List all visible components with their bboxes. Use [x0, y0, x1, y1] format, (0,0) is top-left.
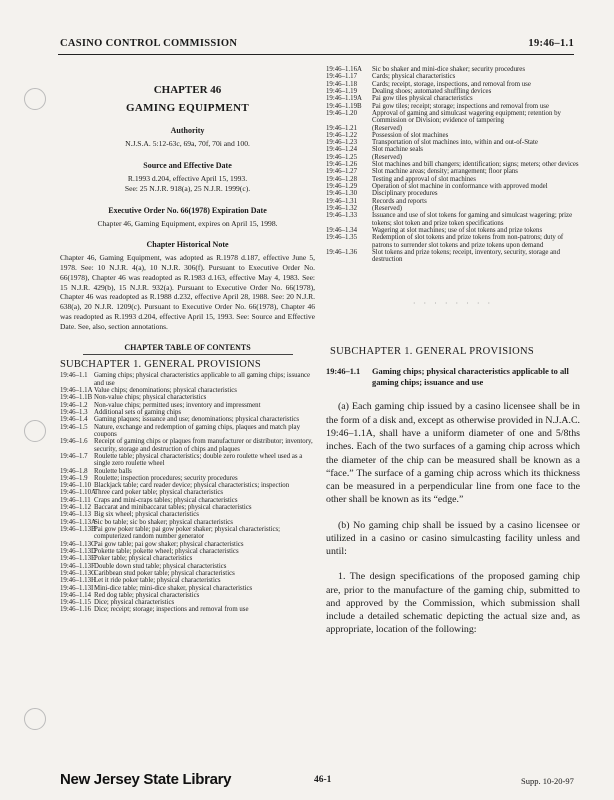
toc-entry: [326, 139, 580, 146]
toc-entry-title: Cards; physical characteristics: [372, 73, 456, 81]
history-heading: Chapter Historical Note: [146, 240, 229, 250]
source-heading: Source and Effective Date: [143, 160, 232, 170]
chapter-number: CHAPTER 46: [153, 84, 222, 96]
toc-entry: [326, 125, 580, 132]
toc-entry: [326, 212, 580, 227]
exec-order-text: Chapter 46, Gaming Equipment, expires on April 15, 1998.: [97, 218, 278, 228]
toc-entry-title: Cards; receipt, storage, inspections, and removal from use: [372, 80, 531, 88]
toc-entry-title: Sic bo table; sic bo shaker; physical characteristics: [94, 518, 233, 526]
toc-entry-title: Dealing shoes; automated shuffling devices: [372, 87, 492, 95]
toc-entry-number: 19:46–1.14: [60, 591, 91, 599]
toc-entry: [60, 402, 315, 409]
header-rule: [58, 54, 574, 55]
toc-entry-title: Possession of slot machines: [372, 131, 449, 139]
toc-entry-number: 19:46–1.16A: [326, 66, 362, 73]
toc-entry-number: 19:46–1.10: [60, 482, 91, 490]
history-text: Chapter 46, Gaming Equipment, was adopted as R.1978 d.187, effective June 5, 1978. See: 10 N.J.R. 4(a), 10 N.J.R. 306(f). Pursuant to Executive Order No. 66(1978), Chapter 46 was readopted as R.1983 d.163, effective May 4, 1983. See: 15 N.J.R. 429(b), 15 N.J.R. 932(a). Pursuant to Executive Order No. 66(1978), Chapter 46 was readopted as R.1988 d.232, effective April 28, 1988. See: 20 N.J.R. 638(a), 20 N.J.R. 1209(c). Pursuant to Executive Order No. 66(1978), Chapter 46 was readopted as R.1993 d.204, effective April 15, 1993. See: Source and Effective Date. See, also, section annotations.: [60, 253, 315, 331]
section-title: Gaming chips; physical characteristics applicable to all gaming chips; issuance and use: [372, 367, 569, 387]
subchapter-heading: SUBCHAPTER 1. GENERAL PROVISIONS: [330, 346, 535, 358]
punch-hole: [24, 88, 46, 110]
paragraph-b: (b) No gaming chip shall be issued by a casino licensee or utilized in a casino or casino simulcasting facility unless and until:: [326, 519, 580, 558]
toc-entry-title: Roulette; inspection procedures; security procedures: [94, 474, 238, 482]
toc-entry-number: 19:46–1.2: [60, 401, 88, 409]
toc-entry: [326, 73, 580, 80]
toc-entry: [60, 504, 315, 511]
toc-entry-number: 19:46–1.13B: [60, 526, 96, 533]
source-text: [60, 174, 315, 194]
toc-entry-title: Non-value chips; physical characteristics: [94, 394, 207, 402]
toc-entry: [60, 387, 315, 394]
toc-entry: [60, 577, 315, 584]
toc-entry: [326, 146, 580, 153]
toc-entry: [60, 555, 315, 562]
toc-entry: [60, 394, 315, 401]
toc-entry-title: Slot tokens and prize tokens; receipt, inventory, security, storage and destruction: [372, 248, 561, 264]
toc-entry: [60, 424, 315, 439]
toc-entry-number: 19:46–1.13D: [60, 547, 96, 555]
toc-entry: [326, 249, 580, 264]
toc-entry-title: Dice; physical characteristics: [94, 599, 175, 607]
toc-entry-title: Pai gow tiles; receipt; storage; inspections and removal from use: [372, 102, 549, 110]
toc-entry-title: Receipt of gaming chips or plaques from manufacturer or distributor; inventory, security, storage and destruction of chips and plaques: [94, 438, 313, 453]
authority-text: N.J.S.A. 5:12-63c, 69a, 70f, 70i and 100.: [125, 139, 250, 148]
toc-entry-number: 19:46–1.19B: [326, 102, 362, 110]
toc-entry-title: Non-value chips; permitted uses; inventory and impressment: [94, 401, 261, 409]
toc-entry-number: 19:46–1.15: [60, 599, 91, 607]
toc-entry-title: Approval of gaming and simulcast wagering equipment; retention by Commission or Division; evidence of tampering: [372, 109, 561, 125]
punch-hole: [24, 708, 46, 730]
toc-entry-title: Pai gow table; pai gow shaker; physical characteristics: [94, 540, 244, 548]
toc-entry-number: 19:46–1.18: [326, 80, 357, 88]
toc-entry: [60, 541, 315, 548]
toc-entry-number: 19:46–1.20: [326, 109, 357, 117]
toc-entry-number: 19:46–1.1: [60, 372, 88, 380]
toc-entry-title: Nature, exchange and redemption of gaming chips, plaques and match play coupons: [94, 423, 301, 438]
toc-entry: [326, 81, 580, 88]
toc-entry-title: Big six wheel; physical characteristics: [94, 511, 199, 519]
toc-entry: [60, 475, 315, 482]
toc-entry-title: (Reserved): [372, 124, 403, 132]
paragraph-b1: 1. The design specifications of the proposed gaming chip are, prior to the manufacture of the gaming chip, submitted to and approved by the Commission, which submission shall include a detailed schematic depicting the actual size and, as appropriate, location of the following:: [326, 571, 580, 636]
toc-entry-title: (Reserved): [372, 204, 403, 212]
toc-entry: [60, 409, 315, 416]
toc-entry-title: Gaming chips; physical characteristics applicable to all gaming chips; issuance and use: [94, 372, 311, 387]
toc-entry-number: 19:46–1.32: [326, 204, 357, 212]
toc-entry-title: Records and reports: [372, 197, 427, 205]
toc-entry: [60, 570, 315, 577]
toc-entry: [60, 511, 315, 518]
toc-entry-title: Blackjack table; card reader device; physical characteristics; inspection: [94, 482, 290, 490]
toc-entry-number: 19:46–1.25: [326, 153, 357, 161]
toc-entry: [60, 599, 315, 606]
toc-entry-title: Redemption of slot tokens and prize tokens from non-patrons; duty of patrons to surrender slot tokens and prize tokens upon demand: [372, 234, 564, 249]
toc-entry-title: Slot machines and bill changers; identification; signs; meters; other devices: [372, 161, 579, 169]
toc-entry-title: Value chips; denominations; physical characteristics: [94, 387, 237, 395]
source-line: See: 25 N.J.R. 918(a), 25 N.J.R. 1999(c).: [124, 183, 251, 193]
toc-entry-title: Operation of slot machine in conformance with approved model: [372, 183, 548, 190]
toc-entry: [326, 190, 580, 197]
toc-entry-number: 19:46–1.13H: [60, 577, 96, 585]
toc-entry-title: Craps and mini-craps tables; physical characteristics: [94, 496, 238, 504]
toc-entry-number: 19:46–1.27: [326, 168, 357, 176]
toc-entry-number: 19:46–1.13E: [60, 555, 96, 563]
toc-entry: [60, 438, 315, 453]
toc-entry: [326, 168, 580, 175]
toc-entry-number: 19:46–1.4: [60, 416, 88, 424]
toc-entry-title: Dice; receipt; storage; inspections and removal from use: [94, 606, 249, 614]
toc-entry-title: Pai gow poker table; pai gow poker shaker; physical characteristics; computerized random number generator: [94, 526, 281, 541]
toc-entry-number: 19:46–1.7: [60, 452, 88, 460]
toc-entry-title: Testing and approval of slot machines: [372, 175, 476, 183]
toc-entry: [326, 198, 580, 205]
left-column: [60, 64, 315, 614]
exec-order-heading: Executive Order No. 66(1978) Expiration Date: [108, 205, 267, 215]
toc-entry-number: 19:46–1.35: [326, 234, 357, 242]
toc-entry-title: Pokette table; pokette wheel; physical characteristics: [94, 547, 239, 555]
toc-entry-title: Three card poker table; physical characteristics: [94, 489, 224, 497]
toc-entry: [326, 154, 580, 161]
toc-entry-title: Disciplinary procedures: [372, 190, 438, 198]
toc-entry-number: 19:46–1.13F: [60, 562, 95, 570]
toc-entry: [60, 468, 315, 475]
toc-entry-title: Baccarat and minibaccarat tables; physical characteristics: [94, 504, 252, 512]
toc-entry-title: Slot machine seals: [372, 146, 423, 154]
toc-entry-number: 19:46–1.31: [326, 197, 357, 205]
toc-entry-title: Sic bo shaker and mini-dice shaker; security procedures: [372, 66, 525, 73]
toc-entry: [326, 234, 580, 249]
right-column: [326, 64, 580, 637]
header-agency: CASINO CONTROL COMMISSION: [60, 38, 238, 49]
toc-entry: [326, 110, 580, 125]
toc-entry-title: Additional sets of gaming chips: [94, 409, 182, 416]
toc-entry: [60, 526, 315, 541]
toc-entry-number: 19:46–1.19: [326, 87, 357, 95]
source-line: R.1993 d.204, effective April 15, 1993.: [127, 173, 248, 183]
toc-entry: [60, 497, 315, 504]
toc-entry-title: Pai gow tiles physical characteristics: [372, 95, 473, 103]
toc-entry-number: 19:46–1.23: [326, 139, 357, 147]
toc-entry-number: 19:46–1.26: [326, 161, 357, 169]
toc-entry-title: Gaming plaques; issuance and use; denominations; physical characteristics: [94, 416, 300, 424]
toc-entry: [326, 205, 580, 212]
toc-entry-number: 19:46–1.6: [60, 438, 88, 446]
supplement-date: Supp. 10-20-97: [521, 776, 574, 786]
toc-entry: [60, 372, 315, 387]
toc-entry-title: Wagering at slot machines; use of slot tokens and prize tokens: [372, 226, 543, 234]
toc-entry-number: 19:46–1.33: [326, 212, 357, 220]
toc-entry-title: Issuance and use of slot tokens for gaming and simulcast wagering; prize tokens; slot token and prize token specifications: [372, 212, 573, 227]
toc-entry-number: 19:46–1.28: [326, 175, 357, 183]
toc-entry: [326, 176, 580, 183]
toc-list-left: [60, 372, 315, 613]
toc-entry: [326, 161, 580, 168]
toc-entry-number: 19:46–1.12: [60, 504, 91, 512]
toc-entry: [326, 132, 580, 139]
chapter-title: GAMING EQUIPMENT: [125, 102, 250, 114]
toc-entry: [326, 95, 580, 102]
toc-entry-number: 19:46–1.30: [326, 190, 357, 198]
toc-entry: [326, 227, 580, 234]
toc-entry-number: 19:46–1.17: [326, 73, 357, 81]
toc-entry-number: 19:46–1.13I: [60, 584, 94, 592]
toc-entry: [60, 606, 315, 613]
toc-entry-number: 19:46–1.29: [326, 183, 357, 190]
authority-heading: Authority: [170, 126, 205, 135]
toc-entry-number: 19:46–1.13: [60, 511, 91, 519]
toc-entry-title: Transportation of slot machines into, within and out-of-State: [372, 139, 538, 147]
toc-entry: [60, 592, 315, 599]
toc-entry: [60, 416, 315, 423]
section-number: 19:46–1.1: [326, 367, 361, 377]
toc-entry-number: 19:46–1.1B: [60, 394, 93, 402]
toc-entry: [60, 519, 315, 526]
section-heading: [326, 367, 580, 388]
toc-entry-number: 19:46–1.13A: [60, 518, 96, 526]
toc-entry-title: Roulette balls: [94, 467, 132, 475]
toc-entry-number: 19:46–1.34: [326, 226, 357, 234]
toc-entry-title: (Reserved): [372, 153, 403, 161]
toc-entry-number: 19:46–1.9: [60, 474, 88, 482]
toc-entry: [326, 103, 580, 110]
toc-entry-number: 19:46–1.8: [60, 467, 88, 475]
toc-entry-number: 19:46–1.11: [60, 496, 91, 504]
toc-entry-title: Mini-dice table; mini-dice shaker, physical characteristics: [94, 584, 253, 592]
toc-entry-number: 19:46–1.10A: [60, 489, 96, 497]
toc-entry: [326, 88, 580, 95]
toc-entry-number: 19:46–1.5: [60, 423, 88, 431]
toc-title: CHAPTER TABLE OF CONTENTS: [124, 343, 251, 353]
punch-hole: [24, 420, 46, 442]
toc-entry: [60, 548, 315, 555]
toc-entry-number: 19:46–1.3: [60, 409, 88, 416]
toc-entry-title: Roulette table; physical characteristics; double zero roulette wheel used as a single zero roulette wheel: [94, 452, 303, 468]
toc-entry-number: 19:46–1.19A: [326, 95, 362, 103]
toc-entry-title: Slot machine areas; density; arrangement; floor plans: [372, 168, 518, 176]
section-divider: · · · · · · · ·: [412, 299, 494, 309]
toc-entry-number: 19:46–1.21: [326, 124, 357, 132]
toc-entry-title: Red dog table; physical characteristics: [94, 591, 200, 599]
page-number: 46-1: [314, 775, 332, 785]
toc-entry-title: Poker table; physical characteristics: [94, 555, 193, 563]
toc-entry-number: 19:46–1.1A: [60, 387, 93, 395]
paragraph-a: (a) Each gaming chip issued by a casino licensee shall be in the form of a disk and, except as otherwise provided in N.J.A.C. 19:46–1.1A, shall have a uniform diameter of one and 5/8ths inches. Each of the two surfaces of a gaming chip across which the diameter of the chip can be measured shall be known as a “face.” The surface of a gaming chip across which its thickness can be measured in a perpendicular line from one face to the other shall be known as its “edge.”: [326, 401, 580, 506]
toc-entry-number: 19:46–1.24: [326, 146, 357, 154]
toc-entry-title: Let it ride poker table; physical characteristics: [94, 577, 221, 585]
toc-entry: [60, 585, 315, 592]
toc-entry: [326, 66, 580, 73]
running-header: [60, 38, 574, 54]
toc-entry-number: 19:46–1.16: [60, 606, 91, 614]
toc-entry: [326, 183, 580, 190]
toc-entry-number: 19:46–1.36: [326, 248, 357, 256]
toc-entry-number: 19:46–1.13C: [60, 540, 96, 548]
toc-entry: [60, 453, 315, 468]
toc-entry: [60, 563, 315, 570]
toc-entry-title: Caribbean stud poker table; physical characteristics: [94, 569, 235, 577]
toc-entry-title: Double down stud table; physical characteristics: [94, 562, 227, 570]
toc-entry: [60, 489, 315, 496]
toc-list-right: [326, 66, 580, 263]
header-section: 19:46–1.1: [528, 38, 574, 49]
library-stamp: New Jersey State Library: [60, 771, 232, 788]
toc-entry-number: 19:46–1.13G: [60, 569, 96, 577]
subchapter-heading: SUBCHAPTER 1. GENERAL PROVISIONS: [60, 359, 261, 371]
toc-entry: [60, 482, 315, 489]
toc-title-underline: [83, 354, 293, 355]
toc-entry-number: 19:46–1.22: [326, 131, 357, 139]
